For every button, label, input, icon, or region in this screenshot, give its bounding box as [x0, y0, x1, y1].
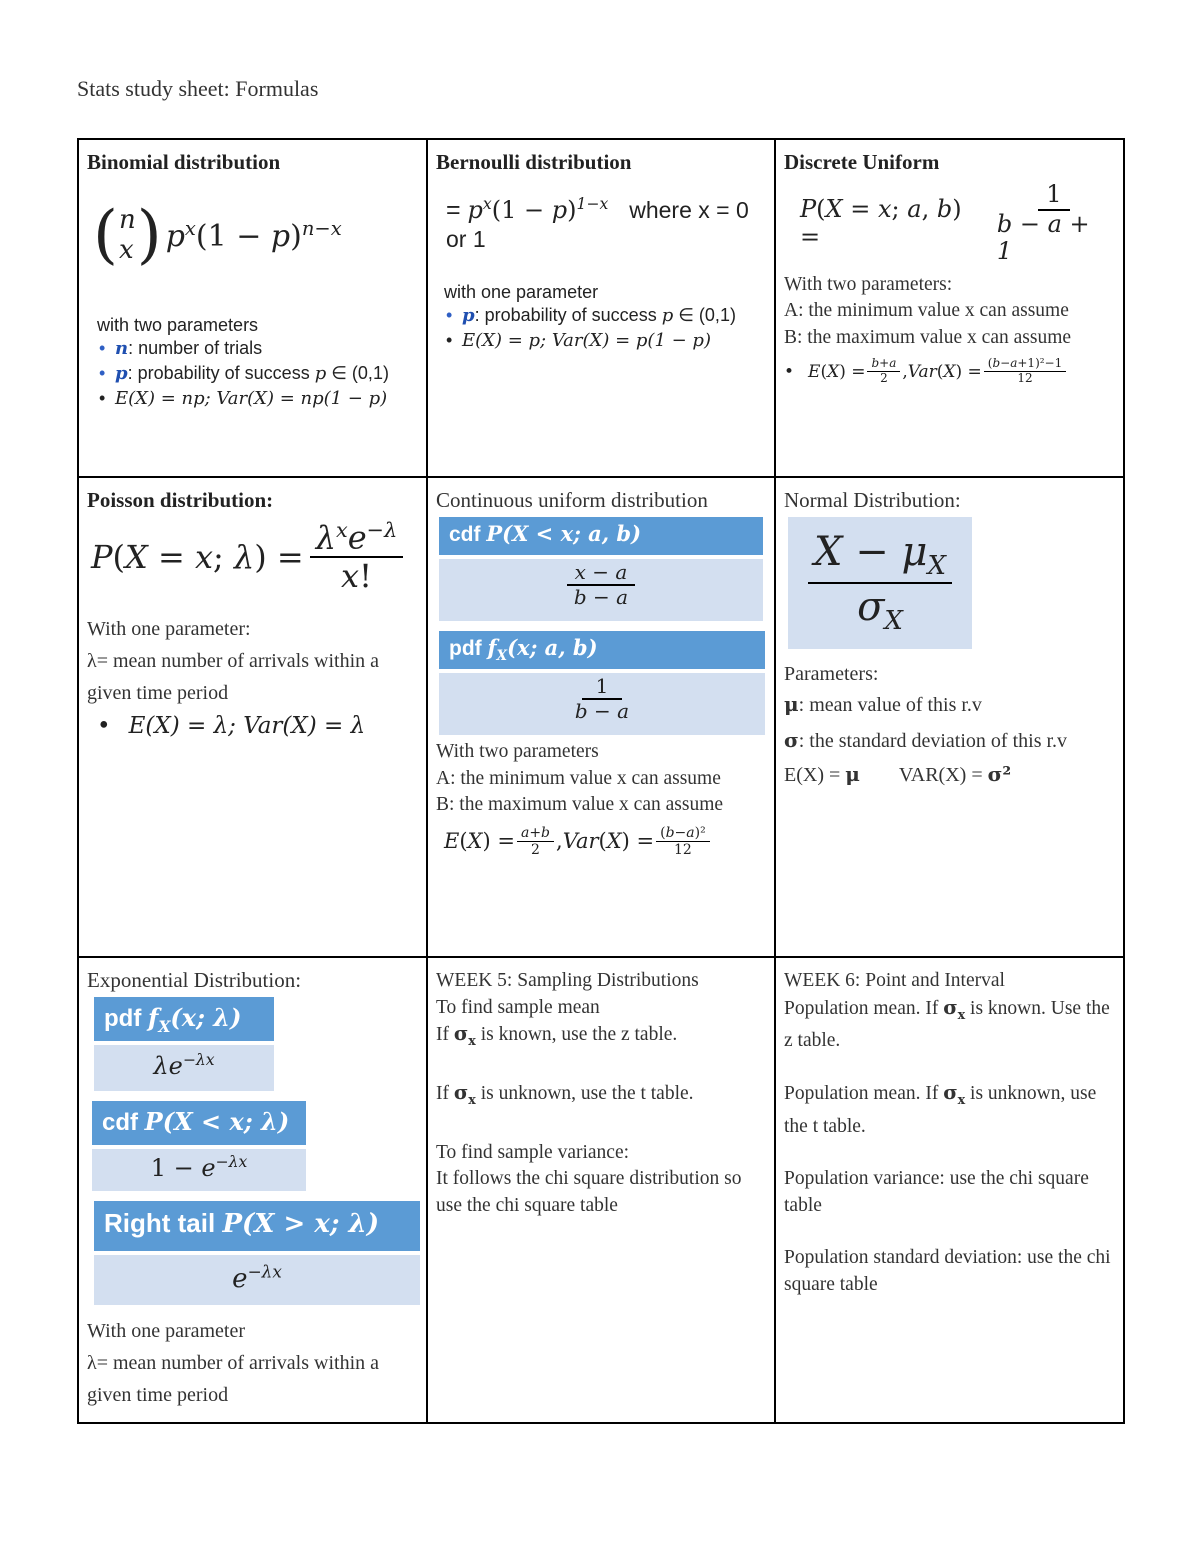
- exponential-params-intro: With one parameter: [87, 1320, 246, 1342]
- poisson-cell: [78, 477, 427, 957]
- week5-variance-intro: To find sample variance:: [436, 1141, 630, 1163]
- exponential-cdf-header: cdf P(X < x; λ): [92, 1101, 306, 1145]
- exponential-right-tail-body: $e^{-\lambda x}$: [94, 1255, 420, 1305]
- week6-cell: [775, 957, 1124, 1423]
- week6-sd: Population standard deviation: use the chi square table: [784, 1247, 1111, 1295]
- week6-variance: Population variance: use the chi square table: [784, 1168, 1089, 1216]
- week5-line1: To find sample mean: [436, 996, 600, 1018]
- week5-known: If $\sigma_x$ is known, use the z table.: [436, 1022, 678, 1048]
- bernoulli-params-intro: with one parameter: [444, 282, 599, 302]
- week5-cell: [427, 957, 775, 1423]
- exponential-right-tail-header: Right tail P(X > x; λ): [94, 1201, 420, 1251]
- bernoulli-param-list: [444, 303, 766, 353]
- normal-param-mu: μ: mean value of this r.v: [784, 692, 982, 716]
- continuous-uniform-cdf-body: $\frac{x - a}{b - a}$: [439, 559, 763, 621]
- continuous-uniform-param-b: B: the maximum value x can assume: [436, 794, 724, 815]
- bernoulli-heading: Bernoulli distribution: [436, 150, 632, 174]
- exponential-param-lambda: λ= mean number of arrivals within a given time period: [87, 1352, 380, 1406]
- discrete-uniform-cell: [775, 139, 1124, 477]
- binomial-param-n: • n: number of trials: [115, 336, 418, 361]
- continuous-uniform-params-intro: With two parameters: [436, 741, 599, 762]
- exponential-heading: Exponential Distribution:: [87, 968, 302, 992]
- discrete-uniform-moments: • E(X) = $\frac{b+a}{2}$ , Var(X) = $\frac{\text{(b−a+1)²−1}}{12}$: [784, 357, 1115, 386]
- week6-unknown: Population mean. If $\sigma_x$ is unknown, use the t table.: [784, 1081, 1097, 1137]
- continuous-uniform-heading: Continuous uniform distribution: [436, 488, 708, 512]
- bernoulli-moments: • E(X) = p; Var(X) = p(1 − p): [462, 328, 766, 353]
- normal-z-formula: $\frac{X - \mu_X}{\sigma_X}$: [788, 517, 972, 649]
- poisson-heading: Poisson distribution:: [87, 488, 274, 512]
- binomial-param-p: • p: probability of success p ∈ (0,1): [115, 361, 418, 386]
- poisson-formula: P(X = x; λ) = $\frac{\lambda^xe^{-\lambda}}{x!}$: [91, 519, 418, 595]
- binomial-params-intro: with two parameters: [97, 315, 259, 335]
- poisson-moments: • E(X) = λ; Var(X) = λ: [97, 713, 366, 740]
- week6-heading: WEEK 6: Point and Interval: [784, 970, 1005, 991]
- exponential-pdf-header: pdf $f_X(x$; λ): [94, 997, 274, 1041]
- continuous-uniform-pdf-body: $\frac{1}{b - a}$: [439, 673, 765, 735]
- formula-table: [77, 138, 1125, 1424]
- poisson-param-lambda: λ= mean number of arrivals within a given time period: [87, 650, 380, 705]
- week5-unknown: If $\sigma_x$ is unknown, use the t table.: [436, 1081, 694, 1108]
- discrete-uniform-params-intro: With two parameters:: [784, 273, 953, 295]
- discrete-uniform-param-b: B: the maximum value x can assume: [784, 326, 1072, 348]
- continuous-uniform-pdf-header: pdf $f_X(x$; a, b): [439, 631, 765, 669]
- exponential-pdf-body: $\lambda e^{-\lambda x}$: [94, 1045, 274, 1091]
- continuous-uniform-moments: E(X) = $\frac{a+b}{2}$ , Var(X) = $\frac{\text{(b−a)²}}{12}$: [444, 825, 766, 858]
- binomial-param-list: [97, 336, 418, 411]
- discrete-uniform-param-a: A: the minimum value x can assume: [784, 300, 1069, 322]
- bernoulli-param-p: • p: probability of success p ∈ (0,1): [462, 303, 766, 328]
- bernoulli-cell: [427, 139, 775, 477]
- discrete-uniform-heading: Discrete Uniform: [784, 150, 940, 174]
- week5-heading: WEEK 5: Sampling Distributions: [436, 970, 699, 991]
- continuous-uniform-param-a: A: the minimum value x can assume: [436, 767, 721, 789]
- binomial-cell: [78, 139, 427, 477]
- binomial-formula: ( n x ) $p^x(1 - p)^{n-x}$: [93, 198, 342, 272]
- bernoulli-formula: = $p^x(1 - p)^{1-x}$ where x = 0 or 1: [446, 195, 749, 252]
- normal-params-intro: Parameters:: [784, 663, 879, 685]
- poisson-params-intro: With one parameter:: [87, 618, 251, 641]
- continuous-uniform-cdf-header: cdf P(X < x; a, b): [439, 517, 763, 555]
- exponential-cell: [78, 957, 427, 1423]
- week5-variance-text: It follows the chi square distribution so use the chi square table: [436, 1168, 742, 1216]
- normal-cell: [775, 477, 1124, 957]
- normal-param-sigma: σ: the standard deviation of this r.v: [784, 728, 1068, 752]
- page-title: Stats study sheet: Formulas: [77, 76, 319, 101]
- normal-heading: Normal Distribution:: [784, 488, 961, 512]
- discrete-uniform-formula: P(X = x; a, b) = $\frac{1}{b - a + 1}$: [800, 180, 1090, 266]
- week6-known: Population mean. If $\sigma_x$ is known. Use the z table.: [784, 995, 1110, 1051]
- binomial-heading: Binomial distribution: [87, 150, 281, 174]
- exponential-cdf-body: $1 - e^{-\lambda x}$: [92, 1149, 306, 1191]
- bernoulli-where: where x = 0 or 1: [446, 197, 749, 252]
- continuous-uniform-cell: [427, 477, 775, 957]
- binomial-moments: • E(X) = np; Var(X) = np(1 − p): [115, 386, 418, 411]
- normal-moments: E(X) = μ VAR(X) = σ²: [784, 762, 1012, 786]
